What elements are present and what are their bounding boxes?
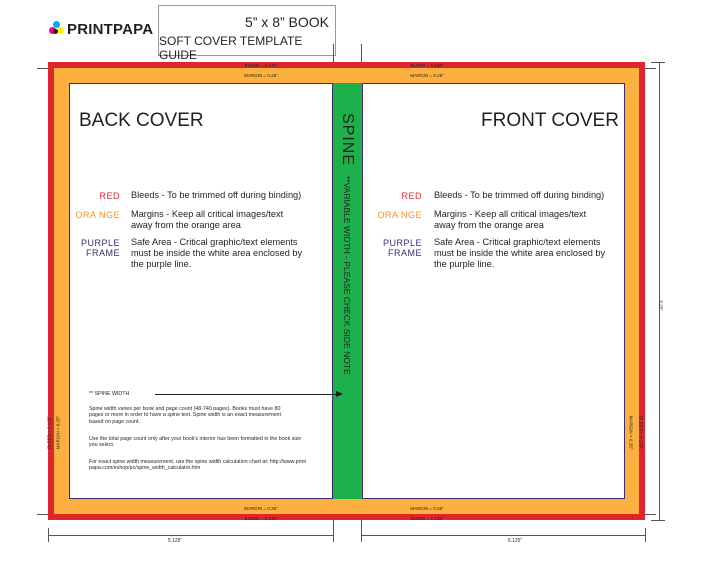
margin-label-left: MARGIN = 0.25”	[55, 415, 61, 450]
bleed-label-right: BLEED = 0.125”	[638, 416, 644, 449]
logo-text: PRINTPAPA	[67, 20, 154, 38]
front-legend-key-purple: PURPLE FRAME	[382, 238, 422, 258]
width-dimension-line-back	[48, 535, 333, 536]
spine-text-group	[334, 83, 361, 499]
margin-label-top-front: MARGIN = 0.25”	[410, 73, 444, 78]
front-legend-key-orange: ORA NGE	[377, 210, 422, 220]
height-dimension-tick-bottom	[651, 520, 665, 521]
margin-label-bottom-front: MARGIN = 0.25”	[410, 506, 444, 511]
bleed-label-top-front: BLEED = 0.125”	[410, 63, 444, 68]
margin-label-top-back: MARGIN = 0.25”	[244, 73, 278, 78]
spine-title: SPINE	[339, 113, 356, 167]
title-book-size: 5” x 8” BOOK	[244, 14, 329, 30]
spine-width-heading: ** SPINE WIDTH	[89, 391, 130, 397]
spine-guide-right-bottom	[361, 520, 362, 542]
spine-width-note-2: Use the total page count only after your book's interior has been formatted in the book size you select.	[89, 436, 302, 449]
spine-guide-right-top	[361, 44, 362, 62]
width-dimension-label-front: 5.125”	[507, 538, 523, 544]
back-legend-desc-orange: Margins - Keep all critical images/text away from the orange area	[131, 209, 284, 230]
spine-subtitle: **VARIABLE WIDTH - PLEASE CHECK SIDE NOTE	[342, 176, 352, 375]
front-legend-key-red: RED	[401, 191, 422, 201]
margin-label-bottom-back: MARGIN = 0.25”	[244, 506, 278, 511]
width-dimension-tick-back-left	[48, 528, 49, 542]
back-legend-key-red: RED	[99, 191, 120, 201]
front-cover-safe-area	[362, 83, 625, 499]
back-cover-title: BACK COVER	[79, 110, 204, 131]
bleed-label-bottom-back: BLEED = 0.125”	[244, 516, 278, 521]
width-dimension-label-back: 5.125”	[167, 538, 183, 544]
bleed-label-bottom-front: BLEED = 0.125”	[410, 516, 444, 521]
back-legend-key-orange: ORA NGE	[75, 210, 120, 220]
trim-guide-top-left	[37, 68, 48, 69]
back-legend-desc-purple: Safe Area - Critical graphic/text elements must be inside the white area enclosed by the purple line.	[131, 237, 303, 269]
front-cover-title: FRONT COVER	[481, 110, 619, 131]
trim-guide-bottom-right	[645, 514, 656, 515]
front-legend-desc-purple: Safe Area - Critical graphic/text elements must be inside the white area enclosed by the purple line.	[434, 237, 606, 269]
back-legend-key-purple: PURPLE FRAME	[80, 238, 120, 258]
front-legend-desc-orange: Margins - Keep all critical images/text away from the orange area	[434, 209, 587, 230]
height-dimension-tick-top	[651, 62, 665, 63]
spine-guide-left-bottom	[333, 520, 334, 542]
spine-guide-left-top	[333, 44, 334, 62]
title-guide: SOFT COVER TEMPLATE GUIDE	[159, 34, 303, 62]
spine-width-arrow-line	[155, 394, 336, 395]
trim-guide-bottom-left	[37, 514, 48, 515]
spine-width-note-1: Spine width varies per book and page count (48-740 pages). Books must have 80 pages or more in order to have a spine text. Spine width is an exact measurement based on page count.	[89, 406, 281, 425]
bleed-label-top-back: BLEED = 0.125”	[244, 63, 278, 68]
cmyk-dots-icon	[49, 21, 65, 37]
bleed-label-left: BLEED = 0.125”	[46, 416, 52, 449]
height-dimension-label: 8.25”	[658, 300, 664, 311]
front-legend-desc-red: Bleeds - To be trimmed off during binding)	[434, 190, 605, 200]
width-dimension-line-front	[362, 535, 645, 536]
spine-width-note-3: For exact spine width measurement, use the spine width calculation chart at: http://www.printpapa.com/eshop/pc/spine_width_calculator.htm	[89, 459, 306, 472]
margin-label-right: MARGIN = 0.25”	[628, 415, 634, 450]
width-dimension-tick-front-right	[645, 528, 646, 542]
back-legend-desc-red: Bleeds - To be trimmed off during binding)	[131, 190, 302, 200]
template-title-box	[158, 5, 336, 62]
trim-guide-top-right	[645, 68, 656, 69]
printpapa-logo	[49, 19, 153, 39]
